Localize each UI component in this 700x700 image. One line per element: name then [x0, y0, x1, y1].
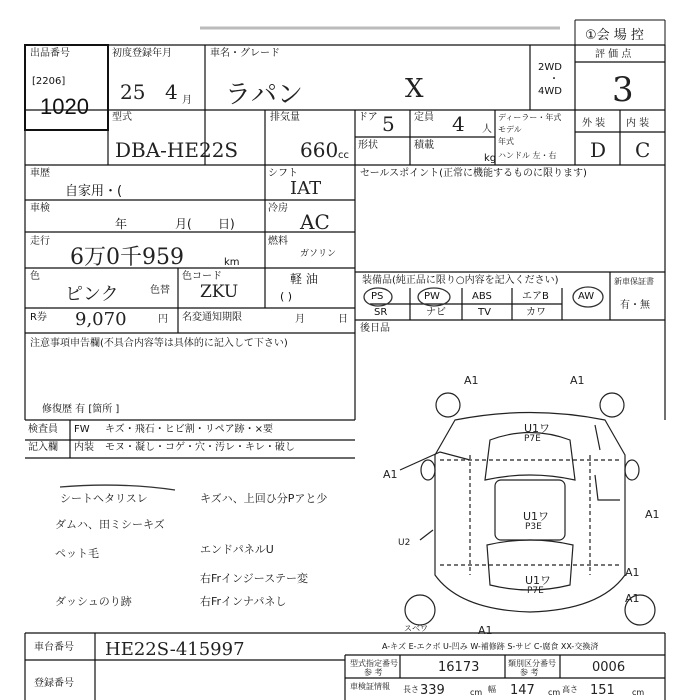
fuel-gasoline: ガソリン — [300, 249, 337, 259]
checker-label: 検査員 — [28, 424, 58, 435]
color-value: ピンク — [65, 284, 119, 305]
lot-code: [2206] — [32, 76, 66, 87]
equip-pw: PW — [424, 291, 440, 302]
equip-leather: カワ — [526, 307, 546, 318]
notes-label: 注意事項申告欄(不具合内容等は具体的に記入して下さい) — [30, 338, 288, 349]
width-label: 幅 — [488, 685, 496, 694]
mark-a1-front-left: A1 — [464, 374, 479, 387]
remark-right-1: キズハ、上回ひ分Pアと少 — [200, 492, 328, 505]
color-code-value: ZKU — [200, 282, 239, 302]
inspection-day: 日) — [218, 217, 235, 231]
mark-u1-roof: U1ワ — [523, 510, 550, 523]
capacity-unit: 人 — [482, 124, 492, 135]
equipment-label: 装備品(純正品に限り○内容を記入ください) — [362, 275, 559, 286]
interior-value: C — [635, 138, 651, 162]
recycle-unit: 円 — [158, 314, 168, 325]
chassis-value: HE22S-415997 — [105, 639, 245, 660]
mark-a1-rear-corner: A1 — [625, 592, 640, 605]
usage-value: 自家用・( — [65, 184, 123, 199]
score-label: 評 価 点 — [595, 49, 632, 60]
first-reg-year: 25 — [120, 80, 146, 104]
equip-tv: TV — [478, 307, 491, 318]
ac-label: 冷房 — [268, 203, 288, 214]
doors-label: ドア — [358, 112, 378, 123]
remark-left-4: ダッシュのり跡 — [55, 595, 132, 608]
class-label: 類別区分番号 — [508, 659, 556, 668]
length-label: 長さ — [403, 685, 419, 694]
model-label: 型式 — [112, 112, 132, 123]
mark-u1-trunk: U1ワ — [525, 574, 552, 587]
equip-navi: ナビ — [426, 307, 446, 318]
color-label: 色 — [30, 271, 40, 282]
inspection-label: 車検 — [30, 203, 50, 214]
recycle-value: 9,070 — [75, 309, 127, 330]
load-label: 積載 — [414, 140, 434, 151]
mark-a1-rear: A1 — [478, 624, 493, 637]
exterior-value: D — [590, 138, 607, 162]
entry-label: 記入欄 — [28, 442, 58, 453]
equip-sr: SR — [374, 307, 388, 318]
fuel-other: ( ) — [280, 290, 293, 303]
drive-dot: ・ — [549, 74, 559, 85]
mileage-label: 走行 — [30, 236, 50, 247]
inspection-year: 年 — [115, 217, 128, 231]
height-value: 151 — [590, 683, 615, 698]
damage-legend: A-キズ E-エクボ U-凹み W-補修跡 S-サビ C-腐食 XX-交換済 — [382, 642, 599, 651]
car-name: ラパン — [225, 80, 304, 110]
warranty-label: 新車保証書 — [614, 277, 654, 286]
remark-left-1: シートヘタリスレ — [60, 492, 148, 505]
type-spec-value: 16173 — [438, 660, 480, 675]
first-reg-label: 初度登録年月 — [112, 48, 172, 59]
car-label: 車名・グレード — [210, 48, 280, 59]
lot-number: 1020 — [40, 94, 89, 119]
type-spec-ref: 参 考 — [364, 668, 383, 677]
capacity-label: 定員 — [414, 112, 434, 123]
shape-label: 形状 — [358, 140, 378, 151]
height-label: 高さ — [562, 685, 578, 694]
mark-a1-front-right: A1 — [570, 374, 585, 387]
mark-p3e-roof: P3E — [525, 522, 542, 532]
width-unit: cm — [548, 688, 561, 697]
car-grade: X — [405, 74, 424, 104]
post-items-label: 後日品 — [360, 323, 390, 334]
warranty-value: 有・無 — [620, 300, 650, 311]
height-unit: cm — [632, 688, 645, 697]
displacement-value: 660 — [300, 138, 339, 162]
venue-label: ①会 場 控 — [585, 28, 644, 43]
class-ref: 参 考 — [520, 668, 539, 677]
equip-abs: ABS — [472, 291, 492, 302]
equip-aw: AW — [578, 291, 595, 302]
color-code-label: 色コード — [182, 271, 222, 282]
fuel-label: 燃料 — [268, 236, 288, 247]
mark-u1-hood: U1ワ — [524, 422, 551, 435]
sales-point-label: セールスポイント(正常に機能するものに限ります) — [360, 168, 587, 179]
mark-a1-rear-right: A1 — [625, 566, 640, 579]
cert-info-label: 車検証情報 — [350, 682, 390, 691]
recycle-label: R券 — [30, 312, 47, 323]
handle-label: ハンドル 左・右 — [498, 151, 557, 160]
first-reg-month: 4 — [165, 80, 178, 104]
fuel-diesel: 軽 油 — [290, 272, 318, 286]
lot-label: 出品番号 — [30, 48, 70, 59]
equip-airbag: エアB — [522, 291, 549, 302]
displacement-label: 排気量 — [270, 112, 300, 123]
year-label: 年式 — [498, 137, 514, 146]
capacity-value: 4 — [452, 112, 465, 136]
mark-spare: スベワ — [404, 624, 428, 633]
remark-left-3: ペット毛 — [55, 547, 99, 560]
usage-label: 車歴 — [30, 168, 50, 179]
doors-value: 5 — [382, 112, 395, 136]
model-value: DBA-HE22S — [115, 138, 239, 162]
equip-ps: PS — [371, 291, 384, 302]
inspection-month: 月( — [175, 217, 192, 231]
remark-right-2: エンドパネルU — [200, 543, 274, 556]
mark-u2-left: U2 — [398, 538, 411, 548]
remark-right-4: 右Frインナパネし — [200, 595, 287, 608]
checker-inner: 内装 — [74, 442, 94, 453]
first-reg-month-unit: 月 — [182, 95, 192, 106]
interior-label: 内 装 — [626, 118, 650, 129]
shift-label: シフト — [268, 168, 298, 179]
length-value: 339 — [420, 683, 445, 698]
mark-p7e-hood: P7E — [524, 434, 541, 444]
name-change-day: 日 — [338, 314, 348, 325]
ac-value: AC — [300, 210, 330, 234]
name-change-month: 月 — [295, 314, 305, 325]
length-unit: cm — [470, 688, 483, 697]
shift-value: IAT — [290, 178, 322, 199]
mark-a1-right: A1 — [645, 508, 660, 521]
mileage-value: 6万0千959 — [70, 245, 184, 270]
exterior-label: 外 装 — [582, 118, 606, 129]
chassis-label: 車台番号 — [34, 642, 74, 653]
width-value: 147 — [510, 683, 535, 698]
remark-left-2: ダムハ、田ミシーキズ — [55, 518, 165, 531]
name-change-label: 名変通知期限 — [182, 312, 242, 323]
drive-2wd: 2WD — [538, 62, 562, 73]
drive-4wd: 4WD — [538, 86, 562, 97]
mark-a1-left: A1 — [383, 468, 398, 481]
load-unit: kg — [484, 153, 497, 164]
mileage-unit: km — [224, 257, 240, 268]
model-year-label: モデル — [498, 125, 522, 134]
remark-right-3: 右Frインジーステー変 — [200, 572, 309, 585]
class-value: 0006 — [592, 660, 626, 675]
color-change-label: 色替 — [150, 285, 170, 296]
checker-fw: FW — [74, 424, 90, 435]
dealer-label: ディーラー・年式 — [498, 113, 562, 122]
registration-label: 登録番号 — [34, 678, 74, 689]
score-value: 3 — [612, 70, 634, 110]
checker-inner-text: モヌ・凝し・コゲ・穴・汚レ・キレ・破し — [105, 442, 295, 453]
mark-p7e-trunk: P7E — [527, 586, 544, 596]
type-spec-label: 型式指定番号 — [350, 659, 398, 668]
displacement-unit: cc — [338, 150, 349, 161]
repair-history: 修復歴 有 [箇所 ] — [42, 404, 120, 415]
checker-fw-text: キズ・飛石・ヒビ割・リペア跡・×要 — [105, 424, 273, 435]
